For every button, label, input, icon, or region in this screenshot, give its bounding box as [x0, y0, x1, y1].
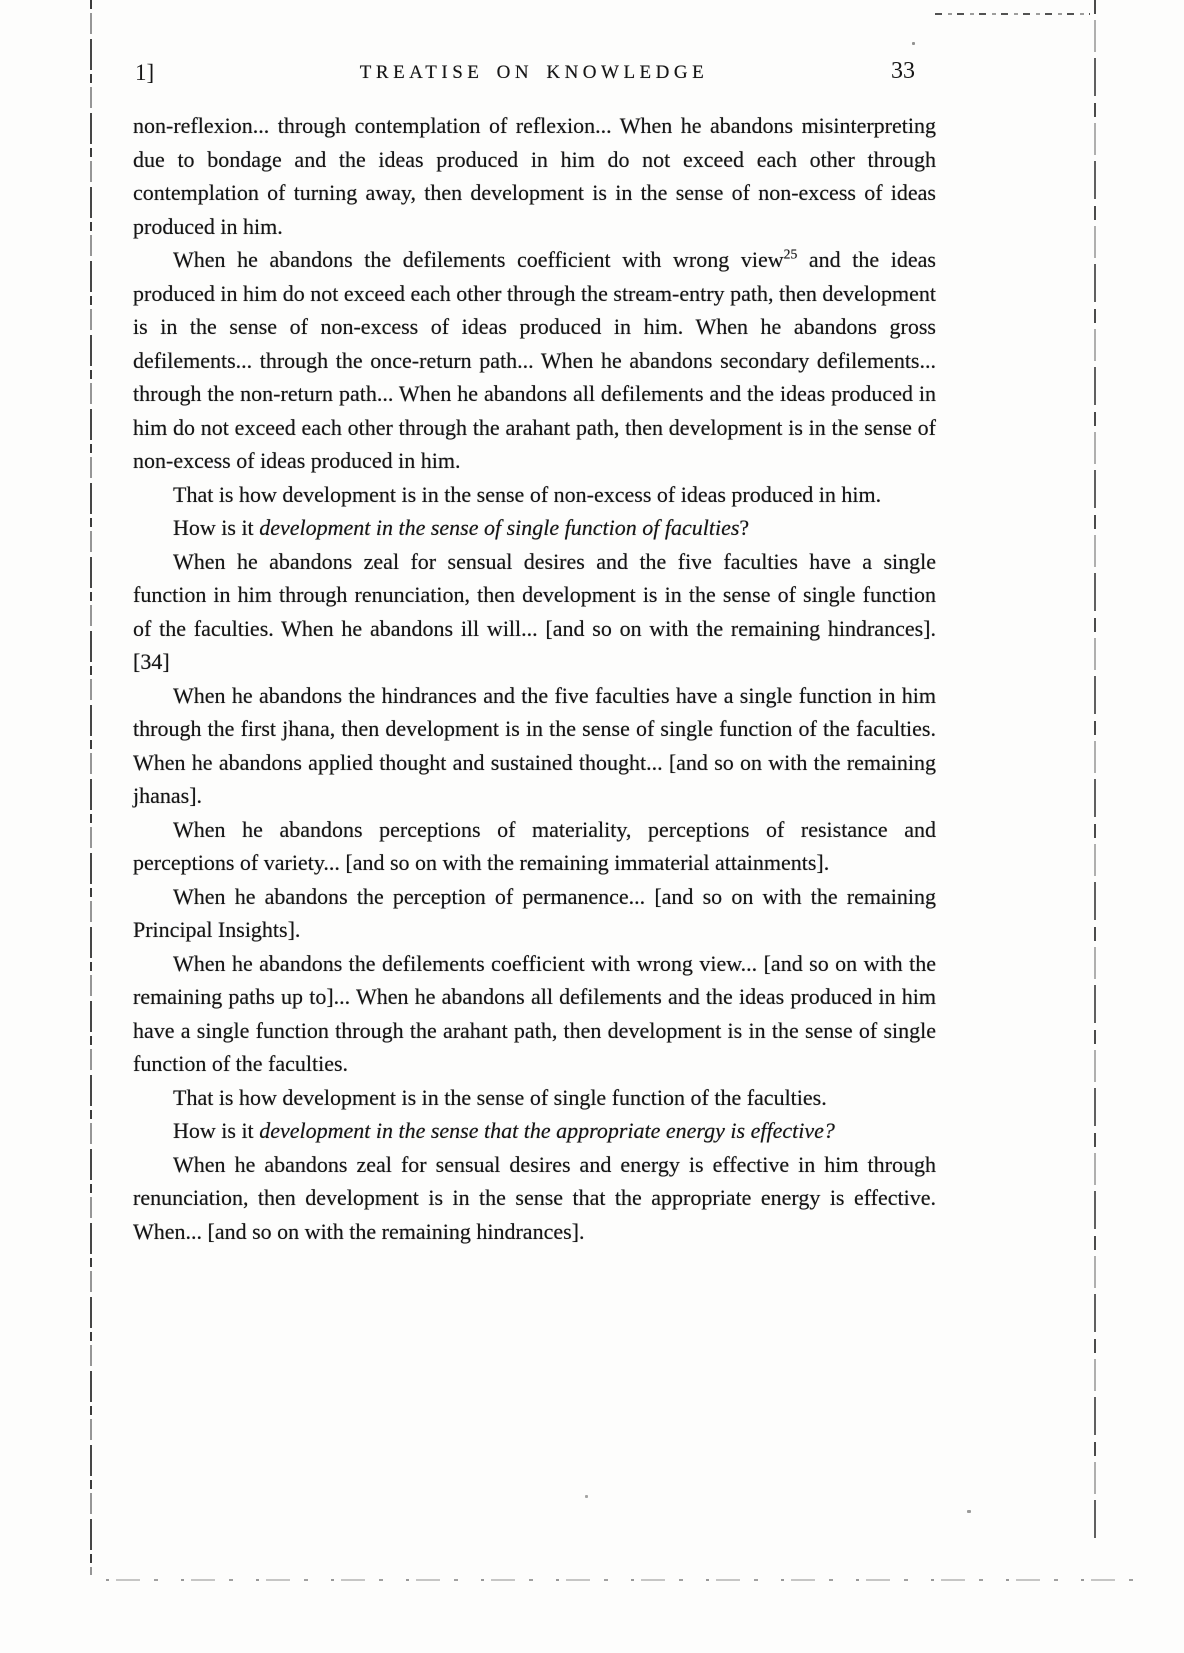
scan-artifact-right-line — [1094, 0, 1096, 1542]
paragraph — [133, 1081, 936, 1115]
text-segment: That is how development is in the sense of single function of the faculties. — [173, 1084, 827, 1110]
paragraph — [133, 947, 936, 1081]
scan-speck — [585, 1495, 588, 1498]
paragraph — [133, 880, 936, 947]
text-segment: When he abandons the hindrances and the five faculties have a single function in him through the first jhana, then development is in the sense of single function of the faculties. When he abandons applied thought and sustained thought... [and so on with the remaining jhanas]. — [133, 682, 936, 808]
text-segment: When he abandons zeal for sensual desires and the five faculties have a single function in him through renunciation, then development is in the sense of single function of the faculties. When he abandons ill will... [and so on with the remaining hindrances]. [34] — [133, 548, 936, 674]
body-text — [133, 109, 936, 1248]
scan-artifact-top-dashes — [935, 13, 1090, 15]
scan-speck — [967, 1510, 971, 1513]
text-segment: ? — [739, 515, 750, 540]
page-number: 33 — [891, 58, 915, 84]
paragraph — [133, 478, 936, 512]
text-segment: non-reflexion... through contemplation of reflexion... When he abandons misinterpreting due to bondage and the ideas produced in him do not exceed each other through contemplation of turning away, then development is in the sense of non-excess of ideas produced in him. — [133, 113, 936, 239]
text-segment: That is how development is in the sense of non-excess of ideas produced in him. — [173, 481, 882, 507]
footnote-reference: 25 — [783, 246, 798, 262]
text-segment: When he abandons perceptions of materiality, perceptions of resistance and perceptions of variety... [and so on with the remaining immaterial attainments]. — [133, 816, 936, 875]
paragraph — [133, 813, 936, 880]
running-title: TREATISE ON KNOWLEDGE — [359, 62, 709, 83]
text-segment: development in the sense of single function of faculties — [259, 515, 740, 540]
scan-speck — [912, 42, 915, 45]
paragraph — [133, 109, 936, 243]
paragraph — [133, 1148, 936, 1249]
text-segment: How is it — [173, 515, 260, 540]
scan-artifact-bottom-dots — [106, 1579, 1146, 1581]
text-segment: When he abandons the perception of permanence... [and so on with the remaining Principal Insights]. — [133, 883, 936, 942]
chapter-marker: 1] — [135, 60, 155, 85]
scan-artifact-left-line — [90, 0, 92, 1575]
text-segment: When he abandons zeal for sensual desires and energy is effective in him through renunciation, then development is in the sense that the appropriate energy is effective. When... [and so on with the remaining hindrances]. — [133, 1151, 936, 1244]
text-segment: and the ideas produced in him do not exceed each other through the stream-entry path, then development is in the sense of non-excess of ideas produced in him. When he abandons gross defilements... through the once-return path... When he abandons secondary defilements... through the non-return path... When he abandons all defilements and the ideas produced in him do not exceed each other through the arahant path, then development is in the sense of non-excess of ideas produced in him. — [133, 247, 936, 473]
paragraph — [133, 511, 936, 545]
text-segment: When he abandons the defilements coefficient with wrong view — [173, 247, 784, 272]
paragraph — [133, 545, 936, 679]
paragraph — [133, 679, 936, 813]
page-header — [133, 58, 935, 92]
text-segment: development in the sense that the appropriate energy is effective? — [259, 1118, 835, 1143]
paragraph — [133, 243, 936, 478]
text-segment: When he abandons the defilements coefficient with wrong view... [and so on with the remaining paths up to]... When he abandons all defilements and the ideas produced in him have a single function through the arahant path, then development is in the sense of single function of the faculties. — [133, 950, 936, 1076]
paragraph — [133, 1114, 936, 1148]
text-segment: How is it — [173, 1118, 260, 1143]
